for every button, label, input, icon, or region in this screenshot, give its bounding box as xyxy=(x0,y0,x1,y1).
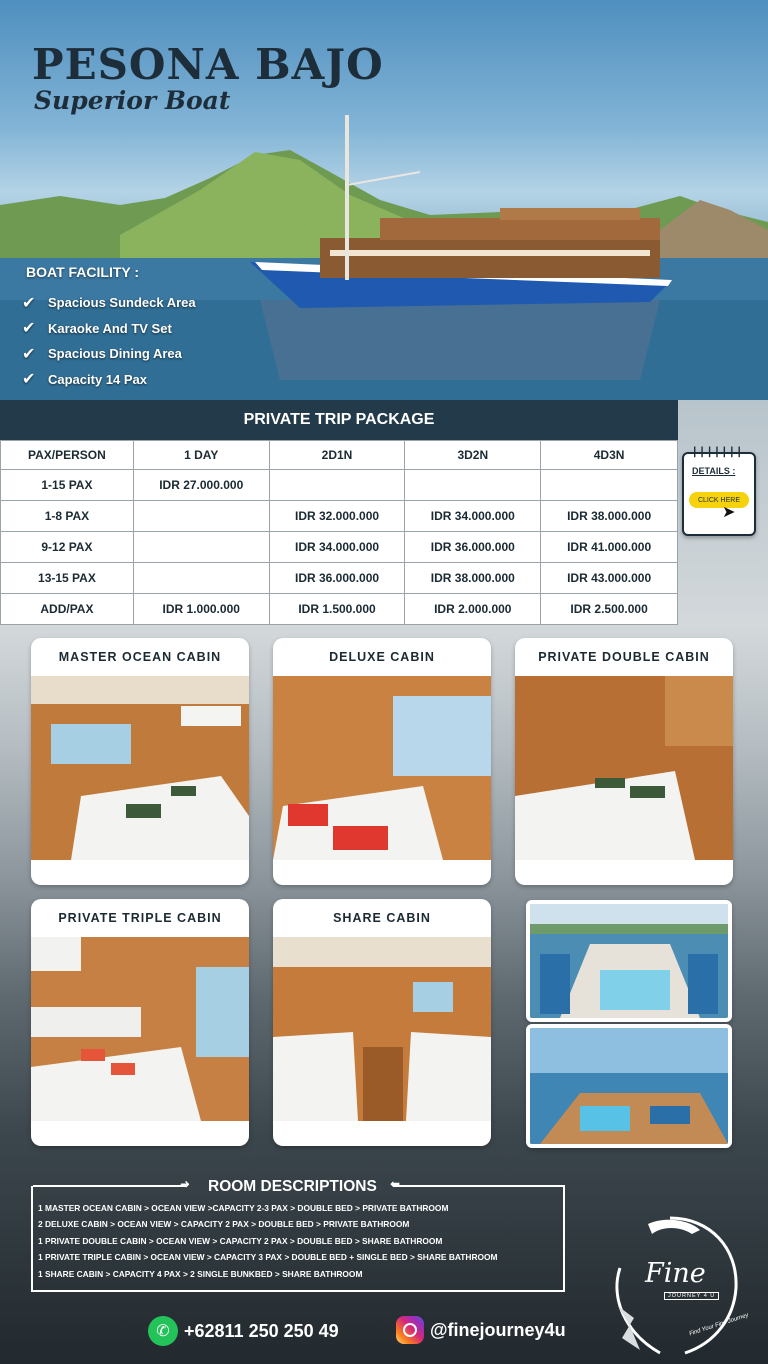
table-row xyxy=(1,532,678,563)
list-item: 1 MASTER OCEAN CABIN > OCEAN VIEW >CAPACITY 2-3 PAX > DOUBLE BED > PRIVATE BATHROOM xyxy=(38,1203,449,1213)
instagram-contact[interactable] xyxy=(396,1316,566,1344)
checkmark-icon: ✔ xyxy=(22,345,36,363)
cursor-icon: ➤ xyxy=(722,504,736,521)
hero-subtitle: Superior Boat xyxy=(34,86,231,115)
click-here-button[interactable]: CLICK HERE xyxy=(689,492,749,508)
table-cell: IDR 2.500.000 xyxy=(541,594,678,625)
facility-item: ✔ Karaoke And TV Set xyxy=(22,320,172,338)
table-cell: IDR 36.000.000 xyxy=(269,563,405,594)
table-cell: IDR 43.000.000 xyxy=(541,563,678,594)
deck-photo-top xyxy=(526,900,732,1022)
column-header: 3D2N xyxy=(405,441,541,470)
cabin-card-deluxe xyxy=(273,638,491,885)
table-cell: 13-15 PAX xyxy=(1,563,134,594)
cabin-title: SHARE CABIN xyxy=(333,911,431,925)
table-cell: IDR 1.500.000 xyxy=(269,594,405,625)
logo-tagline: Find Your Fine Journey xyxy=(688,1312,750,1338)
table-cell xyxy=(541,470,678,501)
sundeck-photo xyxy=(530,1028,728,1144)
cabin-card-private-triple xyxy=(31,899,249,1146)
table-cell xyxy=(269,470,405,501)
cabin-card-private-double xyxy=(515,638,733,885)
table-cell: IDR 2.000.000 xyxy=(405,594,541,625)
checkmark-icon: ✔ xyxy=(22,320,36,338)
table-cell: ADD/PAX xyxy=(1,594,134,625)
table-cell: 9-12 PAX xyxy=(1,532,134,563)
arrow-right-icon: ➜ xyxy=(180,1177,191,1191)
whatsapp-contact[interactable] xyxy=(148,1316,339,1346)
list-item: 1 PRIVATE TRIPLE CABIN > OCEAN VIEW > CAPACITY 3 PAX > DOUBLE BED + SINGLE BED > SHARE BATHROOM xyxy=(38,1252,498,1263)
instagram-handle: @finejourney4u xyxy=(430,1319,566,1340)
list-item: 2 DELUXE CABIN > OCEAN VIEW > CAPACITY 2 PAX > DOUBLE BED > PRIVATE BATHROOM xyxy=(38,1219,410,1230)
details-card[interactable] xyxy=(682,447,756,536)
cabin-title: PRIVATE DOUBLE CABIN xyxy=(538,650,710,664)
whatsapp-icon: ✆ xyxy=(148,1316,178,1346)
table-row xyxy=(1,470,678,501)
column-header: 4D3N xyxy=(541,441,678,470)
phone-number: +62811 250 250 49 xyxy=(184,1320,339,1341)
table-cell: IDR 34.000.000 xyxy=(269,532,405,563)
cabin-title: MASTER OCEAN CABIN xyxy=(58,650,222,664)
facility-item: ✔ Capacity 14 Pax xyxy=(22,371,148,389)
table-header-row xyxy=(1,441,678,470)
table-cell: IDR 38.000.000 xyxy=(405,563,541,594)
cabin-photo xyxy=(31,937,249,1121)
table-cell: IDR 27.000.000 xyxy=(133,470,269,501)
table-row xyxy=(1,501,678,532)
table-cell: IDR 41.000.000 xyxy=(541,532,678,563)
cabin-card-master-ocean xyxy=(31,638,249,885)
details-label: DETAILS : xyxy=(692,466,736,476)
room-descriptions-list xyxy=(38,1200,498,1282)
list-item: 1 PRIVATE DOUBLE CABIN > OCEAN VIEW > CAPACITY 2 PAX > DOUBLE BED > SHARE BATHROOM xyxy=(38,1235,443,1246)
instagram-icon xyxy=(396,1316,424,1344)
cabin-card-share xyxy=(273,899,491,1146)
list-item: 1 SHARE CABIN > CAPACITY 4 PAX > 2 SINGLE BUNKBED > SHARE BATHROOM xyxy=(38,1268,363,1279)
arrow-left-icon: ⬅ xyxy=(390,1177,401,1191)
table-cell: IDR 38.000.000 xyxy=(541,501,678,532)
table-cell: 1-8 PAX xyxy=(1,501,134,532)
table-cell: 1-15 PAX xyxy=(1,470,134,501)
facility-item: ✔ Spacious Dining Area xyxy=(22,345,182,363)
logo-subtitle: JOURNEY 4 U xyxy=(664,1292,719,1300)
table-cell: IDR 32.000.000 xyxy=(269,501,405,532)
cabin-photo xyxy=(31,676,249,860)
facility-item: ✔ Spacious Sundeck Area xyxy=(22,294,196,312)
facility-list xyxy=(22,290,196,392)
table-cell: IDR 36.000.000 xyxy=(405,532,541,563)
hero-banner xyxy=(0,0,768,400)
cabin-title: DELUXE CABIN xyxy=(329,650,435,664)
column-header: 2D1N xyxy=(269,441,405,470)
table-cell xyxy=(133,532,269,563)
cabin-title: PRIVATE TRIPLE CABIN xyxy=(58,911,222,925)
column-header: PAX/PERSON xyxy=(1,441,134,470)
table-row xyxy=(1,563,678,594)
deck-photo-bottom xyxy=(526,1024,732,1148)
table-cell xyxy=(133,501,269,532)
calendar-rings-icon: ┃┃┃┃┃┃┃ xyxy=(692,447,744,457)
checkmark-icon: ✔ xyxy=(22,371,36,389)
cabin-photo xyxy=(515,676,733,860)
price-table xyxy=(0,440,678,625)
checkmark-icon: ✔ xyxy=(22,294,36,312)
column-header: 1 DAY xyxy=(133,441,269,470)
sundeck-photo xyxy=(530,904,728,1018)
table-row xyxy=(1,594,678,625)
hero-title: PESONA BAJO xyxy=(32,40,384,89)
table-cell xyxy=(405,470,541,501)
table-cell xyxy=(133,563,269,594)
package-title: PRIVATE TRIP PACKAGE xyxy=(0,400,678,440)
table-cell: IDR 1.000.000 xyxy=(133,594,269,625)
cabin-photo xyxy=(273,676,491,860)
facility-title: BOAT FACILITY : xyxy=(26,264,140,280)
table-cell: IDR 34.000.000 xyxy=(405,501,541,532)
cabin-photo xyxy=(273,937,491,1121)
room-descriptions-title: ROOM DESCRIPTIONS xyxy=(208,1178,377,1195)
logo-name: Fine xyxy=(645,1258,706,1289)
